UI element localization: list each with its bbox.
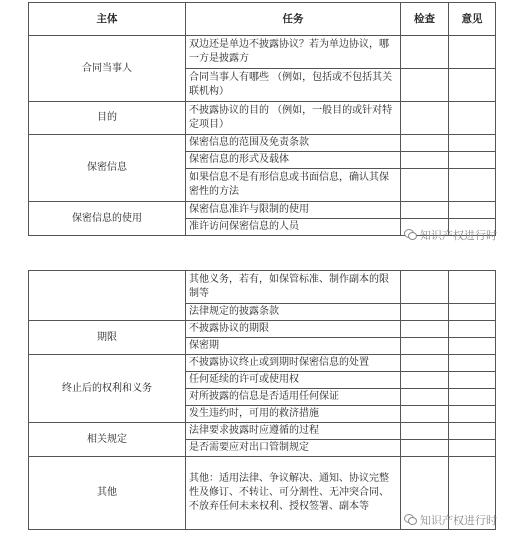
opinion-cell[interactable] [449, 36, 496, 69]
check-cell[interactable] [401, 355, 449, 372]
check-cell[interactable] [401, 69, 449, 102]
opinion-cell[interactable] [449, 389, 496, 406]
opinion-cell[interactable] [449, 355, 496, 372]
check-cell[interactable] [401, 36, 449, 69]
task-cell: 保密信息的范围及免责条款 [186, 135, 401, 152]
opinion-cell[interactable] [449, 102, 496, 135]
task-cell: 对所披露的信息是否适用任何保证 [186, 389, 401, 406]
opinion-cell[interactable] [449, 372, 496, 389]
checklist-table-2 [28, 270, 496, 530]
checklist-table-1 [28, 2, 496, 236]
check-cell[interactable] [401, 169, 449, 202]
opinion-cell[interactable] [449, 423, 496, 440]
subject-cell: 目的 [29, 102, 186, 135]
subject-cell: 相关规定 [29, 423, 186, 457]
header-check: 检查 [401, 3, 449, 36]
subject-cell: 终止后的权利和义务 [29, 355, 186, 423]
task-cell: 保密信息准许与限制的使用 [186, 202, 401, 219]
check-cell[interactable] [401, 135, 449, 152]
check-cell[interactable] [401, 338, 449, 355]
table-row [29, 271, 496, 304]
task-cell: 不披露协议的期限 [186, 321, 401, 338]
opinion-cell[interactable] [449, 69, 496, 102]
task-cell: 法律规定的披露条款 [186, 304, 401, 321]
opinion-cell[interactable] [449, 169, 496, 202]
watermark-text: 知识产权进行时 [420, 514, 497, 527]
task-cell: 合同当事人有哪些 （例如，包括或不包括其关联机构） [186, 69, 401, 102]
opinion-cell[interactable] [449, 271, 496, 304]
watermark [404, 512, 497, 528]
table-row [29, 202, 496, 219]
check-cell[interactable] [401, 406, 449, 423]
check-cell[interactable] [401, 152, 449, 169]
table-row [29, 355, 496, 372]
opinion-cell[interactable] [449, 202, 496, 219]
task-cell: 不披露协议的目的 （例如，一般目的或针对特定项目） [186, 102, 401, 135]
check-cell[interactable] [401, 372, 449, 389]
subject-cell: 保密信息的使用 [29, 202, 186, 236]
opinion-cell[interactable] [449, 304, 496, 321]
check-cell[interactable] [401, 389, 449, 406]
opinion-cell[interactable] [449, 406, 496, 423]
header-row [29, 3, 496, 36]
task-cell: 是否需要应对出口管制规定 [186, 440, 401, 457]
check-cell[interactable] [401, 202, 449, 219]
table-row [29, 321, 496, 338]
task-cell: 发生违约时，可用的救济措施 [186, 406, 401, 423]
opinion-cell[interactable] [449, 152, 496, 169]
table-row [29, 423, 496, 440]
task-cell: 保密期 [186, 338, 401, 355]
check-cell[interactable] [401, 304, 449, 321]
task-cell: 其他义务，若有，如保管标准、制作副本的限制等 [186, 271, 401, 304]
task-cell: 任何延续的许可或使用权 [186, 372, 401, 389]
task-cell: 双边还是单边不披露协议？若为单边协议，哪一方是披露方 [186, 36, 401, 69]
opinion-cell[interactable] [449, 440, 496, 457]
task-cell: 准许访问保密信息的人员 [186, 219, 401, 236]
subject-cell: 其他 [29, 457, 186, 530]
table-row [29, 102, 496, 135]
watermark-text: 知识产权进行时 [420, 229, 497, 242]
check-cell[interactable] [401, 102, 449, 135]
subject-cell: 期限 [29, 321, 186, 355]
header-opinion: 意见 [449, 3, 496, 36]
check-cell[interactable] [401, 440, 449, 457]
subject-cell: 保密信息 [29, 135, 186, 202]
opinion-cell[interactable] [449, 338, 496, 355]
task-cell: 保密信息的形式及载体 [186, 152, 401, 169]
wechat-icon [404, 514, 417, 525]
task-cell: 法律要求披露时应遵循的过程 [186, 423, 401, 440]
table-row [29, 36, 496, 69]
header-subject: 主体 [29, 3, 186, 36]
table-row [29, 135, 496, 152]
subject-cell: 合同当事人 [29, 36, 186, 102]
wechat-icon [404, 229, 417, 240]
subject-cell-continued [29, 271, 186, 321]
check-cell[interactable] [401, 321, 449, 338]
task-cell: 其他：适用法律、争议解决、通知、协议完整性及修订、不转让、可分割性、无冲突合同、不放弃任何未来权利、授权签署、副本等 [186, 457, 401, 530]
check-cell[interactable] [401, 271, 449, 304]
check-cell[interactable] [401, 423, 449, 440]
task-cell: 不披露协议终止或到期时保密信息的处置 [186, 355, 401, 372]
watermark [404, 227, 497, 243]
header-task: 任务 [186, 3, 401, 36]
task-cell: 如果信息不是有形信息或书面信息，确认其保密性的方法 [186, 169, 401, 202]
opinion-cell[interactable] [449, 135, 496, 152]
opinion-cell[interactable] [449, 321, 496, 338]
